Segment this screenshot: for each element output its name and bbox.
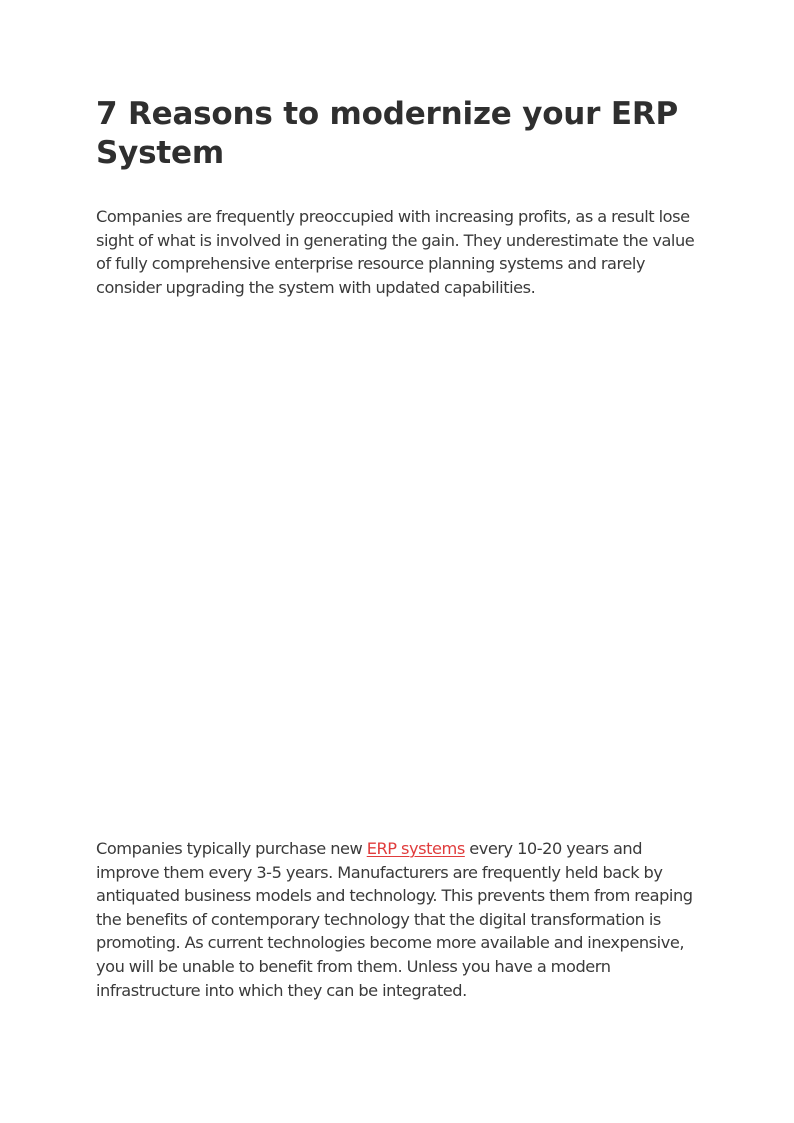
erp-systems-link[interactable]: ERP systems — [366, 839, 465, 858]
intro-paragraph: Companies are frequently preoccupied with increasing profits, as a result lose sight of what is involved in generating the gain. They underestimate the value of fully comprehensive enterprise resource planning systems and rarely consider upgrading the system with updated capabilities. — [96, 207, 695, 297]
body-text-before-link: Companies typically purchase new — [96, 839, 367, 858]
body-paragraph — [96, 837, 708, 1002]
body-text-after-link: every 10-20 years and improve them every 3-5 years. Manufacturers are frequently held back by antiquated business models and technology. This prevents them from reaping the benefits of contemporary technology that the digital transformation is promoting. As current technologies become more available and inexpensive, you will be unable to benefit from them. Unless you have a modern infrastructure into which they can be integrated. — [96, 839, 693, 1000]
page-title: 7 Reasons to modernize your ERP System — [96, 96, 679, 171]
